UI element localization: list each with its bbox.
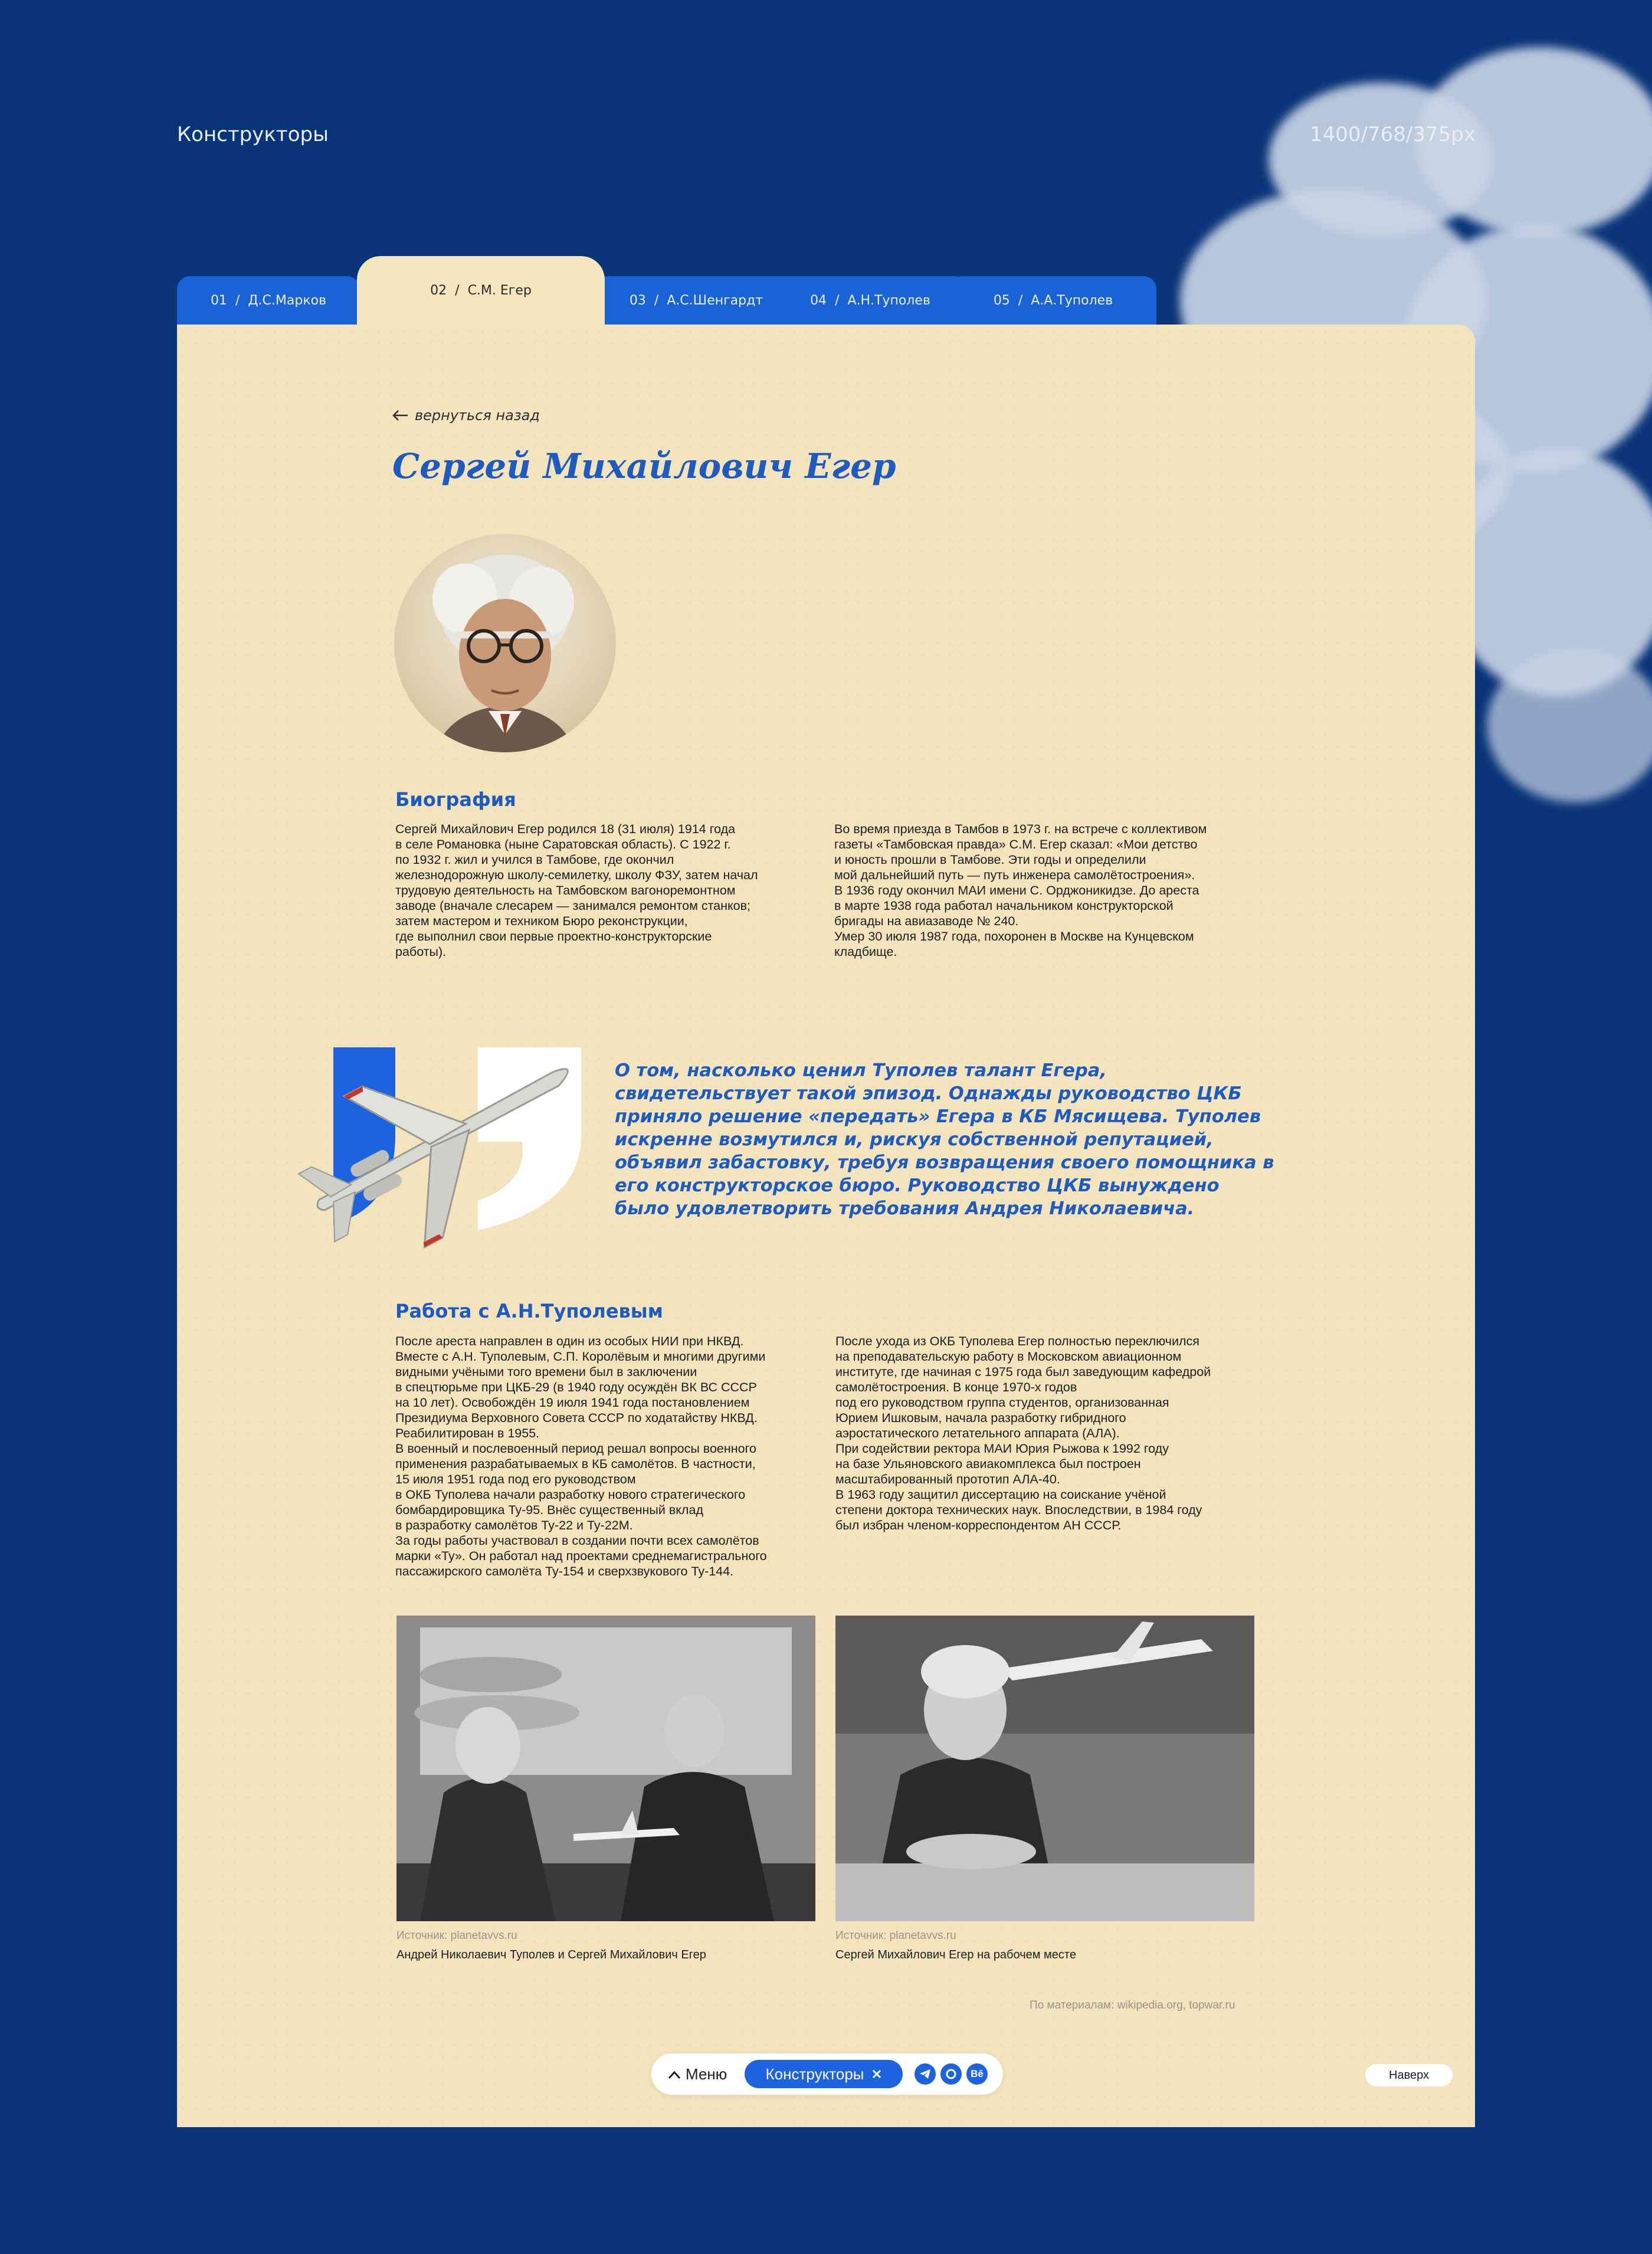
chevron-up-icon	[668, 2070, 681, 2079]
tab-label: А.С.Шенгардт	[667, 293, 763, 308]
bottom-menu-bar	[651, 2053, 1003, 2095]
tab-eger[interactable]	[357, 256, 605, 325]
tab-a-a-tupolev[interactable]	[950, 276, 1156, 325]
photo-tupolev-and-eger	[396, 1616, 815, 1921]
photo-source-2: Источник: planetavvs.ru	[835, 1929, 956, 1942]
tab-label: Д.С.Марков	[248, 293, 327, 308]
section-title: Конструкторы	[177, 123, 329, 146]
work-heading: Работа с А.Н.Туполевым	[395, 1300, 663, 1322]
tab-a-n-tupolev[interactable]	[773, 276, 968, 325]
portrait-image	[394, 534, 616, 752]
to-top-label: Наверх	[1389, 2068, 1429, 2082]
work-right-text: После ухода из ОКБ Туполева Егер полностью переключился на преподавательскую работу в Московском авиационном институте, где начиная с 1975 года был заведующим кафедрой самолётостроения. В конце 1970-х годов под его руководством группа студентов, организованная Юрием Ишковым, начала разработку гибридного аэростатического летательного аппарата (АЛА). При содействии ректора МАИ Юрия Рыжова к 1992 году на базе Ульяновского авиакомплекса был построен масштабированный прототип АЛА-40. В 1963 году защитил диссертацию на соискание учёной степени доктора технических наук. Впоследствии, в 1984 году был избран членом-корреспондентом АН СССР.	[835, 1334, 1211, 1532]
work-left-text: После ареста направлен в один из особых НИИ при НКВД. Вместе с А.Н. Туполевым, С.П. Королёвым и многими другими видными учёными того времени был в заключении в спецтюрьме при ЦКБ-29 (в 1940 году осуждён ВК ВС СССР на 10 лет). Освобождён 19 июля 1941 года постановлением Президиума Верховного Совета СССР по ходатайству НКВД. Реабилитирован в 1955. В военный и послевоенный период решал вопросы военного применения разрабатываемых в КБ самолётов. В частности, 15 июля 1951 года под его руководством в ОКБ Туполева начали разработку нового стратегического бомбардировщика Ту-95. Внёс существенный вклад в разработку самолётов Ту-22 и Ту-22М. За годы работы участвовал в создании почти всех самолётов марки «Ту». Он работал над проектами среднемагистрального пассажирского самолёта Ту-154 и сверхзвукового Ту-144.	[395, 1334, 767, 1578]
telegram-icon[interactable]	[914, 2063, 936, 2085]
designer-tabs	[177, 260, 1156, 325]
photo-source-1: Источник: planetavvs.ru	[396, 1929, 517, 1942]
behance-icon[interactable]	[966, 2063, 988, 2085]
vk-circle-icon[interactable]	[940, 2063, 962, 2085]
section-chip[interactable]	[745, 2060, 903, 2088]
biography-heading: Биография	[395, 788, 516, 811]
photo-eger-at-desk	[835, 1616, 1254, 1921]
tab-shengardt[interactable]	[596, 276, 796, 325]
quote-text: О том, насколько ценил Туполев талант Егера, свидетельствует такой эпизод. Однажды руководство ЦКБ приняло решение «передать» Егера в КБ Мясищева. Туполев искренне возмутился и, рискуя собственной репутацией, объявил забастовку, требуя возвращения своего помощника в его конструкторское бюро. Руководство ЦКБ вынуждено было удовлетворить требования Андрея Николаевича.	[615, 1060, 1274, 1219]
page-title: Сергей Михайлович Егер	[392, 446, 896, 486]
materials-credit: По материалам: wikipedia.org, topwar.ru	[1030, 1999, 1235, 2011]
tab-separator: /	[235, 293, 240, 308]
photo-caption-1: Андрей Николаевич Туполев и Сергей Михайлович Егер	[396, 1948, 706, 1961]
biography-left-text: Сергей Михайлович Егер родился 18 (31 июля) 1914 года в селе Романовка (ныне Саратовская область). С 1922 г. по 1932 г. жил и учился в Тамбове, где окончил железнодорожную школу-семилетку, школу ФЗУ, затем начал трудовую деятельность на Тамбовском вагоноремонтном заводе (вначале слесарем — занимался ремонтом станков; затем мастером и техником Бюро реконструкции, где выполнил свои первые проектно-конструкторские работы).	[395, 822, 758, 959]
tab-label: А.Н.Туполев	[847, 293, 930, 308]
tab-separator: /	[835, 293, 840, 308]
tab-label: С.М. Егер	[467, 283, 532, 298]
chip-label: Конструкторы	[765, 2065, 864, 2083]
tab-markov[interactable]	[177, 276, 360, 325]
photo-caption-2: Сергей Михайлович Егер на рабочем месте	[835, 1948, 1076, 1961]
tab-number: 04	[810, 293, 827, 308]
tab-number: 05	[993, 293, 1010, 308]
tab-separator: /	[654, 293, 659, 308]
arrow-left-icon	[392, 409, 409, 421]
back-link[interactable]	[392, 407, 540, 424]
tab-separator: /	[1018, 293, 1023, 308]
tab-separator: /	[455, 283, 460, 298]
back-label: вернуться назад	[415, 407, 540, 424]
tab-number: 03	[629, 293, 646, 308]
breakpoints-label: 1400/768/375px	[1310, 123, 1476, 146]
menu-label: Меню	[686, 2065, 727, 2083]
close-icon[interactable]	[872, 2069, 881, 2079]
tab-label: А.А.Туполев	[1031, 293, 1113, 308]
behance-label: Bē	[971, 2068, 984, 2079]
menu-button[interactable]	[668, 2065, 727, 2083]
to-top-button[interactable]	[1365, 2064, 1453, 2086]
biography-right-text: Во время приезда в Тамбов в 1973 г. на встрече с коллективом газеты «Тамбовская правда» С.М. Егер сказал: «Мои детство и юность прошли в Тамбове. Эти годы и определили мой дальнейший путь — путь инженера самолётостроения». В 1936 году окончил МАИ имени С. Орджоникидзе. До ареста в марте 1938 года работал начальником конструкторской бригады на авиазаводе № 240. Умер 30 июля 1987 года, похоронен в Москве на Кунцевском кладбище.	[834, 822, 1207, 959]
tab-number: 01	[210, 293, 227, 308]
quote-mark-graphic	[268, 1006, 611, 1254]
tab-number: 02	[430, 283, 447, 298]
